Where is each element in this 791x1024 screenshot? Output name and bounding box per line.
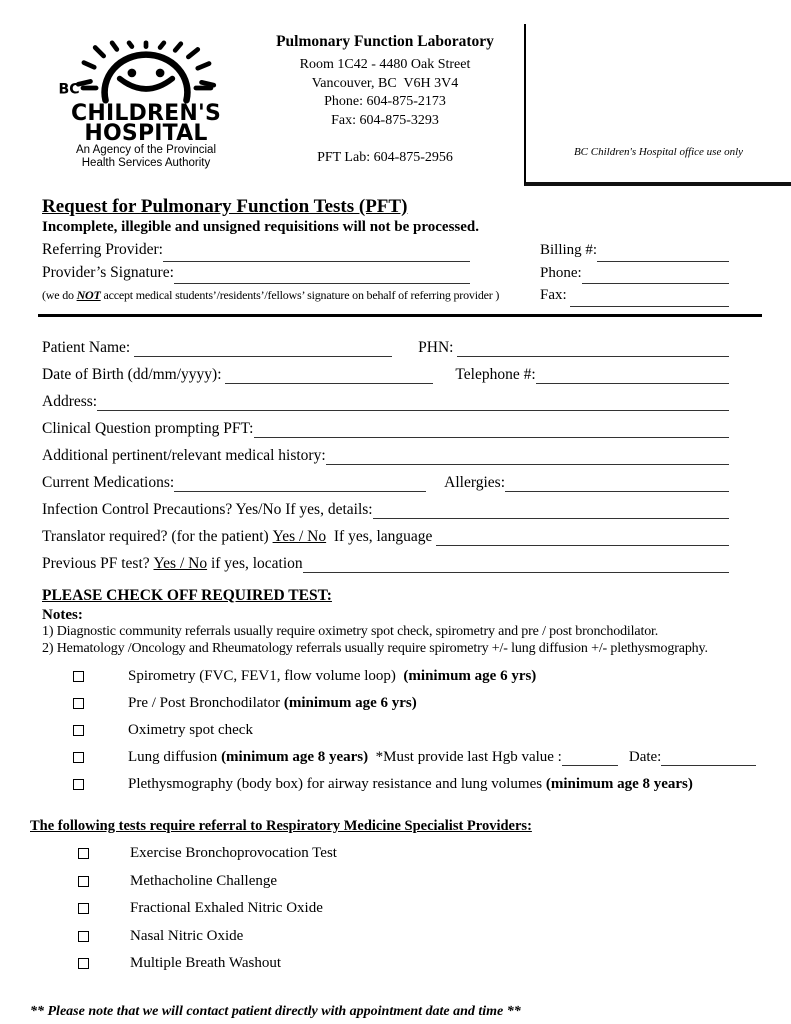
- test-item-multiple-breath-washout: [42, 950, 729, 978]
- test-item-fractional-nitric-oxide: [42, 895, 729, 923]
- bronchodilator-age-note: (minimum age 6 yrs): [283, 695, 417, 711]
- medical-history-field[interactable]: [326, 446, 729, 465]
- methacholine-label: Methacholine Challenge: [130, 872, 278, 889]
- checkbox-fractional-nitric-oxide[interactable]: [78, 903, 89, 914]
- billing-row: [540, 239, 729, 262]
- nasal-nitric-oxide-label: Nasal Nitric Oxide: [130, 927, 244, 944]
- test-item-spirometry: [42, 663, 729, 690]
- not-emphasis: NOT: [76, 288, 101, 302]
- bc-childrens-hospital-logo: [50, 40, 242, 170]
- hgb-date-field[interactable]: [661, 750, 756, 766]
- previous-test-label: Previous PF test?: [42, 555, 154, 572]
- telephone-label: Telephone #:: [455, 366, 536, 383]
- sun-face-icon: [51, 40, 241, 104]
- referring-provider-label: Referring Provider:: [42, 241, 163, 258]
- phn-field[interactable]: [457, 338, 729, 357]
- fax-row: [540, 284, 729, 307]
- medications-row: [42, 465, 729, 492]
- checkbox-bronchodilator[interactable]: [73, 698, 84, 709]
- translator-language-field[interactable]: [436, 527, 729, 546]
- notes-label: Notes:: [42, 607, 83, 623]
- lab-address-2: Vancouver, BC V6H 3V4: [311, 75, 459, 91]
- clinical-question-label: Clinical Question prompting PFT:: [42, 420, 254, 437]
- plethysmography-label: Plethysmography (body box) for airway resistance and lung volumes: [128, 776, 546, 792]
- fax-field[interactable]: [570, 288, 729, 307]
- bronchodilator-label: Pre / Post Bronchodilator: [128, 695, 284, 711]
- provider-signature-label: Provider’s Signature:: [42, 263, 174, 281]
- logo-name-line2: HOSPITAL: [84, 121, 208, 146]
- medical-history-row: [42, 438, 729, 465]
- lab-fax: Fax: 604-875-3293: [331, 112, 439, 128]
- lab-phone: Phone: 604-875-2173: [324, 94, 446, 109]
- multiple-breath-washout-label: Multiple Breath Washout: [130, 955, 281, 972]
- dob-field[interactable]: [225, 365, 433, 384]
- checkbox-exercise-bronchoprovocation[interactable]: [78, 848, 89, 859]
- form-warning: Incomplete, illegible and unsigned requisitions will not be processed.: [42, 219, 479, 235]
- provider-signature-field[interactable]: [174, 265, 470, 284]
- medical-history-label: Additional pertinent/relevant medical history:: [42, 447, 326, 464]
- infection-details-field[interactable]: [373, 500, 729, 519]
- specialist-tests-heading: The following tests require referral to Respiratory Medicine Specialist Providers:: [30, 818, 532, 834]
- required-tests-heading: PLEASE CHECK OFF REQUIRED TEST:: [42, 587, 332, 604]
- allergies-field[interactable]: [505, 473, 729, 492]
- phone-row: [540, 262, 729, 285]
- previous-test-row: [42, 546, 729, 573]
- exercise-bronchoprovocation-label: Exercise Bronchoprovocation Test: [130, 845, 337, 862]
- spirometry-label: Spirometry (FVC, FEV1, flow volume loop): [128, 668, 404, 684]
- checkbox-multiple-breath-washout[interactable]: [78, 958, 89, 969]
- logo-bc-text: BC: [58, 81, 80, 98]
- address-label: Address:: [42, 393, 98, 410]
- form-body: [0, 196, 791, 1020]
- oximetry-label: Oximetry spot check: [128, 722, 253, 738]
- test-item-nasal-nitric-oxide: [42, 923, 729, 951]
- billing-field[interactable]: [597, 243, 729, 262]
- telephone-field[interactable]: [536, 365, 729, 384]
- test-item-plethysmography: [42, 771, 729, 798]
- spirometry-age-note: (minimum age 6 yrs): [403, 668, 537, 684]
- provider-section: [42, 239, 729, 307]
- appointment-contact-note: ** Please note that we will contact patient directly with appointment date and time **: [30, 1003, 521, 1019]
- form-header: [0, 0, 791, 188]
- logo-name-line1: CHILDREN'S: [71, 101, 221, 126]
- test-item-bronchodilator: [42, 690, 729, 717]
- section-divider: [38, 314, 762, 318]
- translator-yes-no[interactable]: Yes / No: [272, 528, 327, 545]
- medications-label: Current Medications:: [42, 474, 175, 491]
- provider-left-column: [42, 239, 500, 307]
- required-tests-list: [42, 663, 729, 798]
- previous-location-field[interactable]: [303, 554, 729, 573]
- hgb-date-label: Date:: [628, 749, 662, 765]
- hgb-label: *Must provide last Hgb value :: [368, 749, 562, 765]
- logo-tagline-1: An Agency of the Provincial: [76, 144, 216, 156]
- office-use-label: BC Children's Hospital office use only: [573, 146, 744, 158]
- phone-label: Phone:: [540, 264, 582, 281]
- referring-provider-field[interactable]: [163, 243, 470, 262]
- lung-diffusion-label: Lung diffusion: [128, 749, 222, 765]
- plethysmography-age-note: (minimum age 8 years): [545, 776, 693, 792]
- translator-label: Translator required? (for the patient): [42, 528, 273, 545]
- patient-name-field[interactable]: [134, 338, 392, 357]
- note-1: 1) Diagnostic community referrals usually require oximetry spot check, spirometry and pre / post bronchodilator.: [42, 624, 659, 639]
- specialist-tests-list: [42, 840, 729, 978]
- dob-row: [42, 357, 729, 384]
- checkbox-spirometry[interactable]: [73, 671, 84, 682]
- medications-field[interactable]: [174, 473, 426, 492]
- referring-provider-row: [42, 239, 470, 262]
- checkbox-nasal-nitric-oxide[interactable]: [78, 931, 89, 942]
- fax-label: Fax:: [540, 287, 571, 303]
- phone-field[interactable]: [582, 265, 729, 284]
- fractional-nitric-oxide-label: Fractional Exhaled Nitric Oxide: [130, 900, 323, 917]
- phn-label: PHN:: [418, 339, 458, 356]
- provider-signature-row: [42, 262, 470, 285]
- billing-label: Billing #:: [540, 242, 598, 258]
- test-item-lung-diffusion: [42, 744, 729, 771]
- infection-row: [42, 492, 729, 519]
- provider-right-column: [540, 239, 729, 307]
- patient-section: [42, 330, 729, 573]
- address-row: [42, 384, 729, 411]
- clinical-question-row: [42, 411, 729, 438]
- logo-tagline-2: Health Services Authority: [81, 157, 211, 169]
- pft-lab-phone: PFT Lab: 604-875-2956: [317, 150, 453, 165]
- allergies-label: Allergies:: [444, 474, 505, 491]
- test-item-oximetry: [42, 717, 729, 744]
- office-use-box: [524, 24, 791, 186]
- translator-row: [42, 519, 729, 546]
- patient-name-row: [42, 330, 729, 357]
- clinical-question-field[interactable]: [254, 419, 730, 438]
- signature-policy-note: (we do NOT accept medical students’/residents’/fellows’ signature on behalf of referring provider ): [42, 288, 500, 302]
- hgb-value-field[interactable]: [562, 750, 618, 766]
- lab-title: Pulmonary Function Laboratory: [276, 33, 494, 50]
- checkbox-lung-diffusion[interactable]: [73, 752, 84, 763]
- patient-name-label: Patient Name:: [42, 339, 135, 356]
- test-item-exercise-bronchoprovocation: [42, 840, 729, 868]
- checkbox-methacholine[interactable]: [78, 876, 89, 887]
- checkbox-plethysmography[interactable]: [73, 779, 84, 790]
- infection-label: Infection Control Precautions? Yes/No If yes, details:: [42, 501, 373, 518]
- note-2: 2) Hematology /Oncology and Rheumatology referrals usually require spirometry +/- lung diffusion +/- plethysmography.: [42, 640, 708, 656]
- lung-diffusion-age-note: (minimum age 8 years): [221, 749, 369, 765]
- previous-location-label: if yes, location: [207, 555, 303, 572]
- test-item-methacholine: [42, 868, 729, 896]
- lab-address-1: Room 1C42 - 4480 Oak Street: [299, 57, 471, 72]
- address-field[interactable]: [97, 392, 729, 411]
- dob-label: Date of Birth (dd/mm/yyyy):: [42, 366, 226, 383]
- lab-contact-block: [240, 33, 530, 166]
- form-title: Request for Pulmonary Function Tests (PFT): [42, 196, 408, 217]
- previous-test-yes-no[interactable]: Yes / No: [153, 555, 208, 572]
- checkbox-oximetry[interactable]: [73, 725, 84, 736]
- translator-language-label: If yes, language: [326, 528, 437, 545]
